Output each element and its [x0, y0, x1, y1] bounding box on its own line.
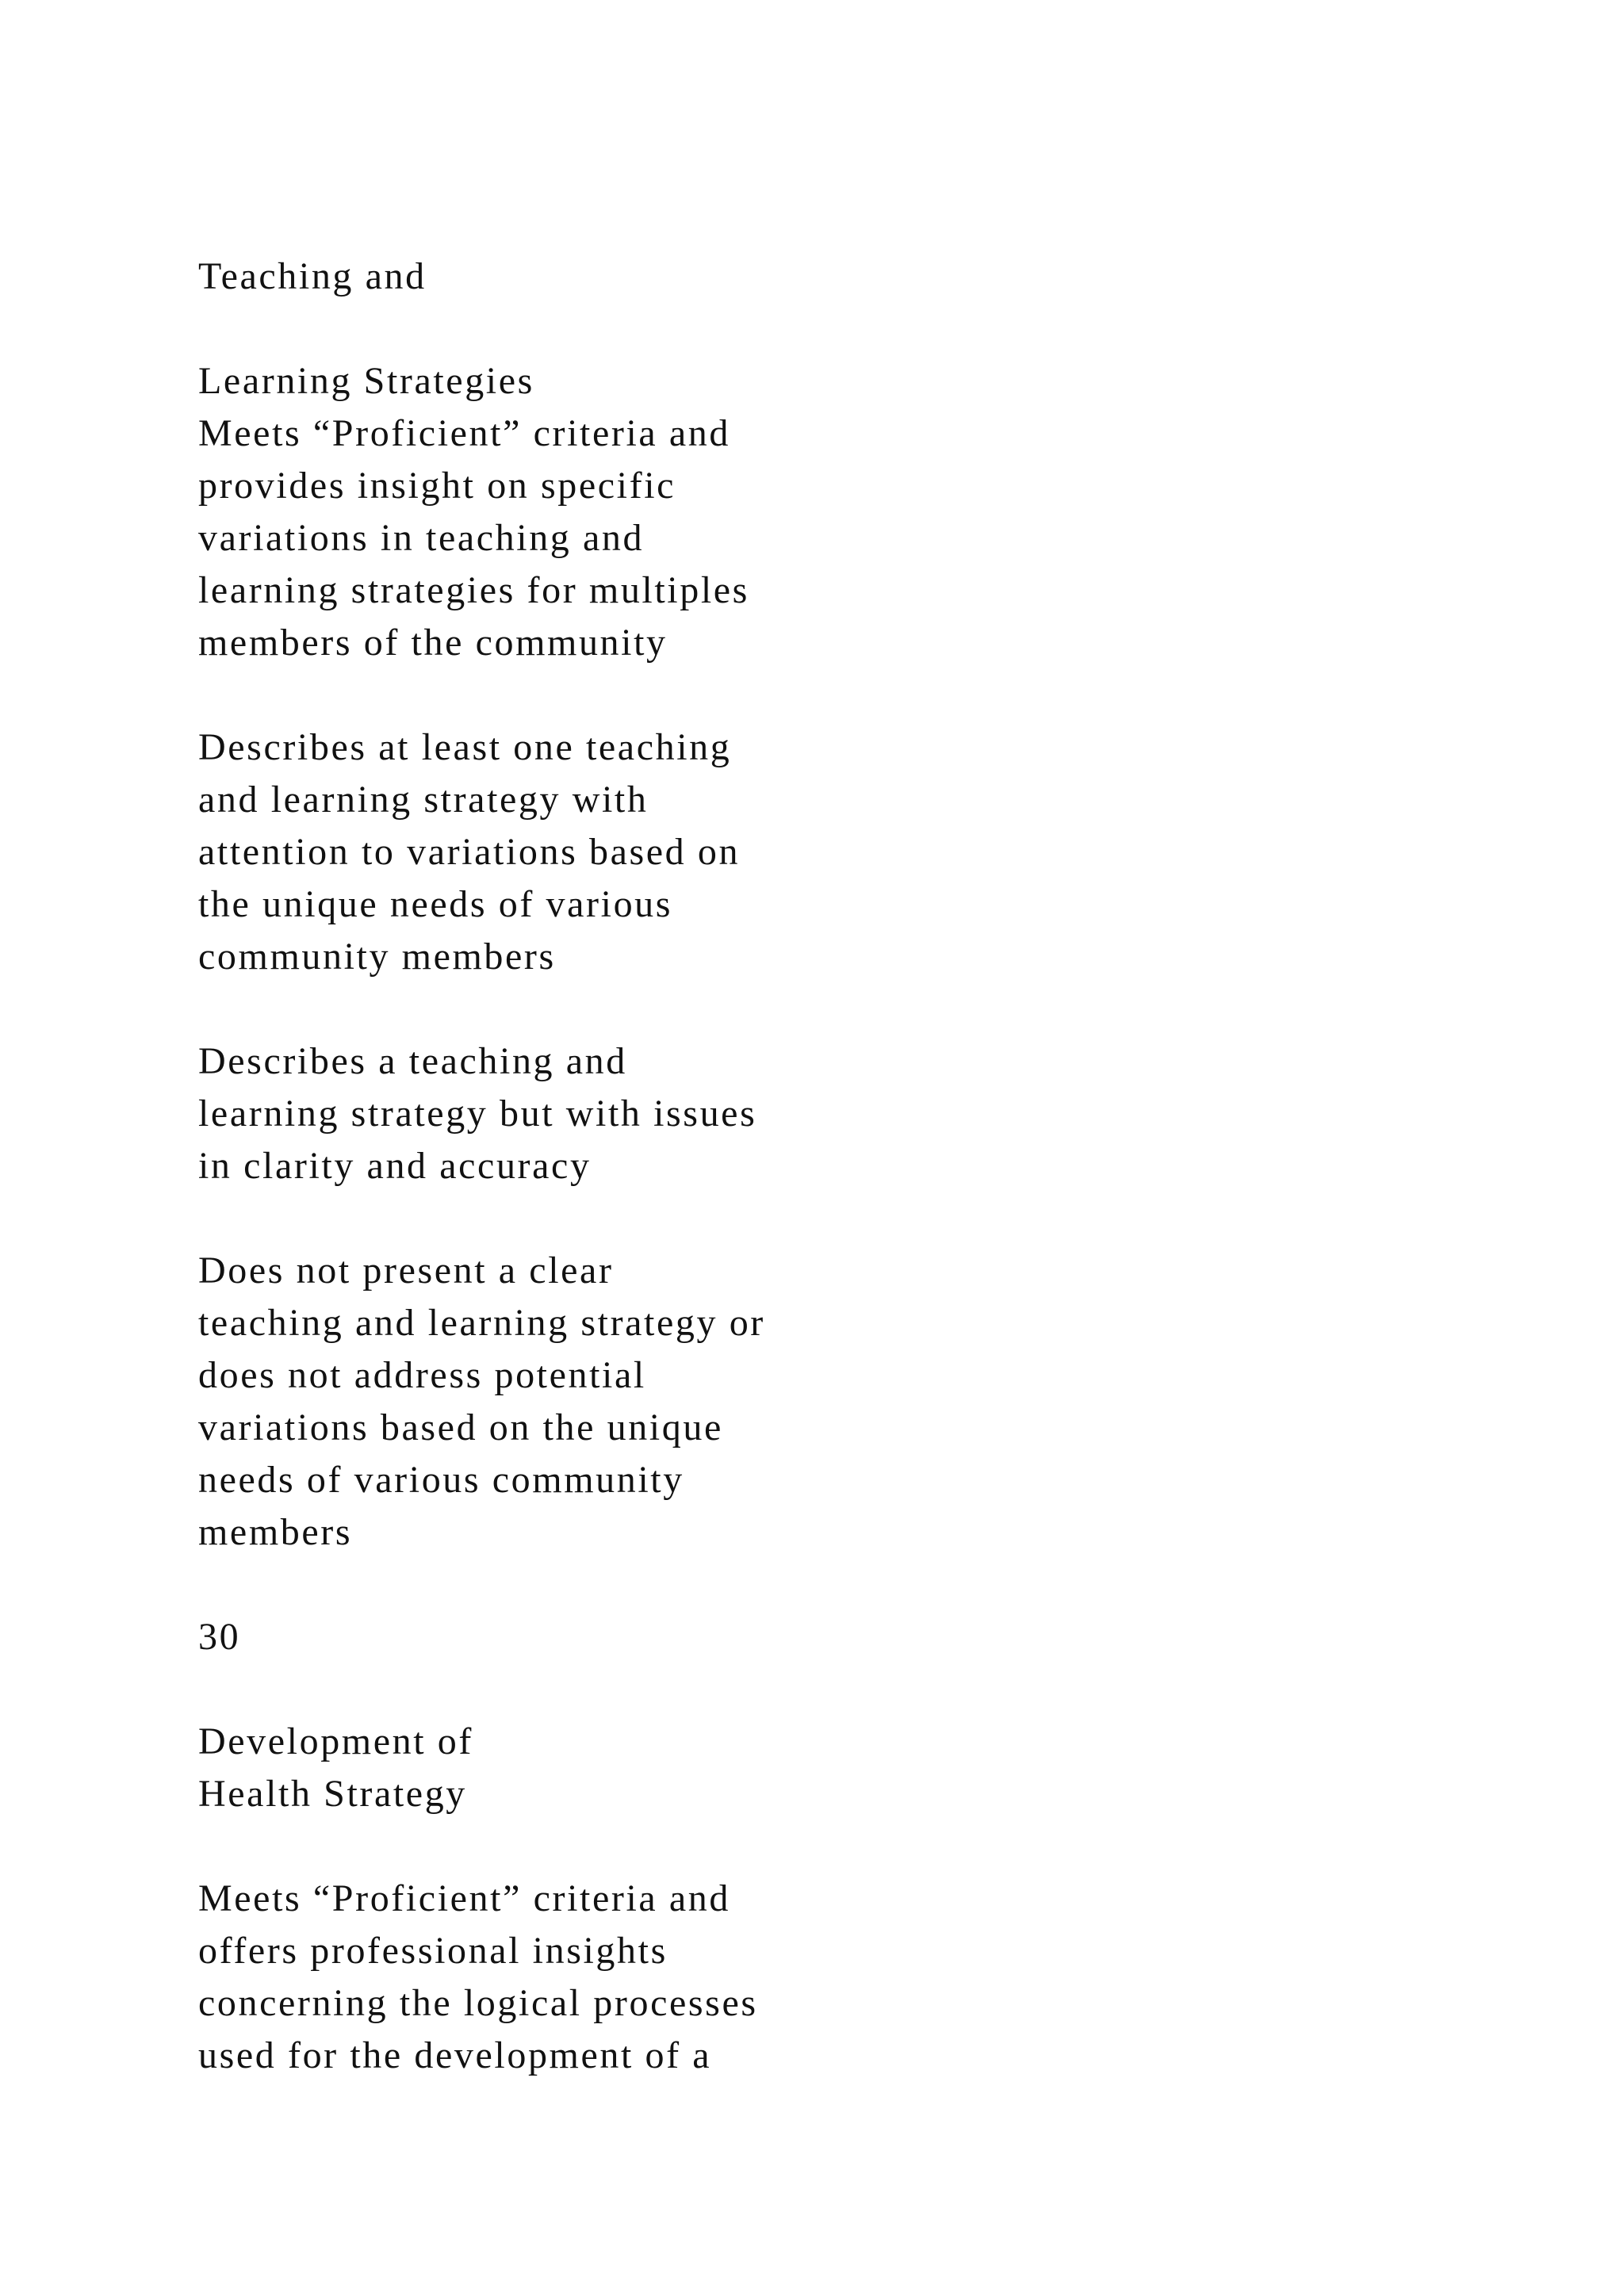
document-text-column	[198, 251, 912, 2082]
text-line: teaching and learning strategy or	[198, 1302, 765, 1344]
text-line: Teaching and	[198, 255, 427, 297]
text-line: does not address potential	[198, 1354, 646, 1396]
text-line: Development of	[198, 1720, 473, 1762]
blank-line	[198, 1663, 912, 1716]
text-line: Describes a teaching and	[198, 1040, 627, 1082]
text-line: Describes at least one teaching	[198, 726, 732, 768]
text-line: learning strategies for multiples	[198, 569, 749, 611]
text-line: Learning Strategies	[198, 360, 534, 402]
text-line: members	[198, 1511, 353, 1553]
text-line: offers professional insights	[198, 1930, 668, 1972]
blank-line	[198, 983, 912, 1035]
text-line: variations in teaching and	[198, 517, 645, 559]
text-line: members of the community	[198, 622, 668, 664]
text-line: in clarity and accuracy	[198, 1145, 592, 1187]
text-line: 30	[198, 1616, 241, 1658]
text-line: attention to variations based on	[198, 831, 741, 873]
text-line: community members	[198, 936, 556, 978]
text-line: variations based on the unique	[198, 1406, 723, 1448]
text-line: Does not present a clear	[198, 1249, 614, 1292]
blank-line	[198, 1559, 912, 1611]
text-line: Meets “Proficient” criteria and	[198, 412, 730, 454]
text-line: Meets “Proficient” criteria and	[198, 1877, 730, 1919]
text-line: and learning strategy with	[198, 779, 649, 821]
text-line: used for the development of a	[198, 2034, 712, 2076]
text-line: needs of various community	[198, 1459, 684, 1501]
text-line: Health Strategy	[198, 1773, 467, 1815]
text-line: learning strategy but with issues	[198, 1093, 757, 1135]
blank-line	[198, 303, 912, 355]
text-line: concerning the logical processes	[198, 1982, 758, 2024]
text-line: the unique needs of various	[198, 883, 673, 925]
blank-line	[198, 1192, 912, 1245]
blank-line	[198, 1820, 912, 1873]
text-line: provides insight on specific	[198, 465, 676, 507]
blank-line	[198, 669, 912, 721]
